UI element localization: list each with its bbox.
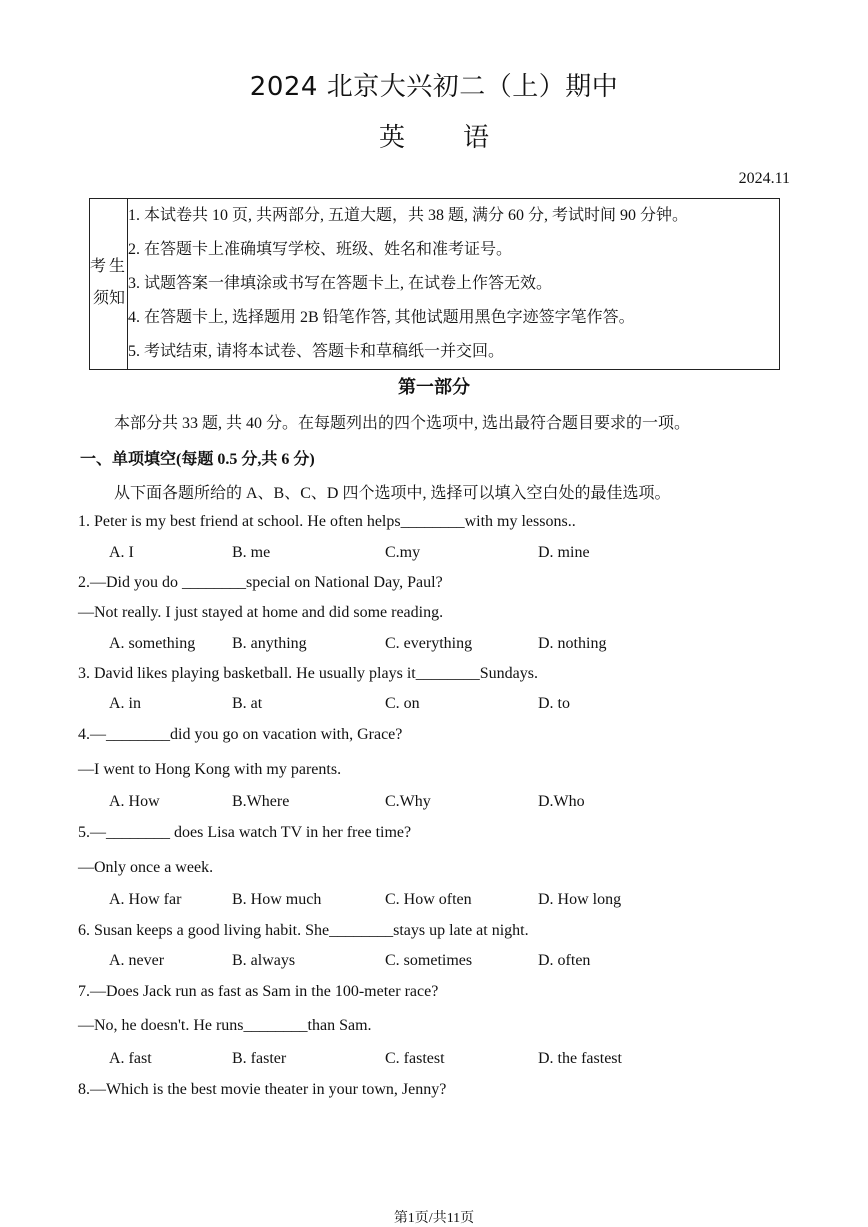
question-line: 3. David likes playing basketball. He usually plays it________Sundays. — [78, 665, 538, 682]
option-a: A. something — [109, 635, 196, 652]
exam-title: 2024 北京大兴初二（上）期中 — [249, 72, 619, 102]
page-footer: 第1页/共11页 — [393, 1211, 475, 1226]
question-line: —Not really. I just stayed at home and did some reading. — [78, 604, 444, 621]
question-line: 2.—Did you do ________special on National Day, Paul? — [78, 574, 443, 591]
option-d: D. often — [538, 952, 591, 969]
notice-item: 5. 考试结束, 请将本试卷、答题卡和草稿纸一并交回。 — [128, 343, 505, 360]
question-line: 4.—________did you go on vacation with, Grace? — [78, 726, 403, 743]
option-b: B. always — [232, 952, 296, 969]
question-line: 1. Peter is my best friend at school. He often helps________with my lessons.. — [78, 513, 576, 530]
question-line: —Only once a week. — [78, 859, 214, 876]
option-d: D.Who — [538, 793, 585, 810]
option-c: C.Why — [385, 793, 431, 810]
exam-notice-box — [89, 198, 780, 370]
question-line: —I went to Hong Kong with my parents. — [78, 761, 342, 778]
section-title: 一、单项填空(每题 0.5 分,共 6 分) — [80, 451, 315, 468]
option-b: B. anything — [232, 635, 307, 652]
option-b: B. How much — [232, 891, 322, 908]
exam-subject: 英语 — [378, 123, 547, 153]
option-a: A. never — [109, 952, 165, 969]
notice-label-line2: 须知 — [92, 288, 125, 307]
option-d: D. the fastest — [538, 1050, 622, 1067]
option-c: C.my — [385, 544, 421, 561]
option-b: B. me — [232, 544, 271, 561]
option-b: B. at — [232, 695, 263, 712]
part-intro: 本部分共 33 题, 共 40 分。在每题列出的四个选项中, 选出最符合题目要求的一项。 — [114, 415, 691, 432]
exam-date: 2024.11 — [738, 170, 790, 187]
option-a: A. How — [109, 793, 160, 810]
option-a: A. I — [109, 544, 134, 561]
question-line: 5.—________ does Lisa watch TV in her free time? — [78, 824, 412, 841]
option-d: D. to — [538, 695, 570, 712]
notice-label-cell — [90, 199, 128, 369]
notice-label-line1: 考生 — [90, 256, 129, 275]
question-line: 8.—Which is the best movie theater in your town, Jenny? — [78, 1081, 447, 1098]
option-c: C. How often — [385, 891, 472, 908]
option-b: B. faster — [232, 1050, 287, 1067]
option-c: C. everything — [385, 635, 473, 652]
option-a: A. How far — [109, 891, 182, 908]
notice-item: 2. 在答题卡上准确填写学校、班级、姓名和准考证号。 — [128, 241, 513, 258]
option-d: D. How long — [538, 891, 622, 908]
option-c: C. on — [385, 695, 420, 712]
question-line: —No, he doesn't. He runs________than Sam. — [78, 1017, 372, 1034]
option-a: A. in — [109, 695, 141, 712]
section-instruction: 从下面各题所给的 A、B、C、D 四个选项中, 选择可以填入空白处的最佳选项。 — [114, 485, 671, 502]
notice-item: 4. 在答题卡上, 选择题用 2B 铅笔作答, 其他试题用黑色字迹签字笔作答。 — [128, 309, 635, 326]
notice-item: 3. 试题答案一律填涂或书写在答题卡上, 在试卷上作答无效。 — [128, 275, 553, 292]
option-d: D. nothing — [538, 635, 607, 652]
question-line: 7.—Does Jack run as fast as Sam in the 100-meter race? — [78, 983, 439, 1000]
option-c: C. fastest — [385, 1050, 445, 1067]
question-line: 6. Susan keeps a good living habit. She________stays up late at night. — [78, 922, 529, 939]
option-b: B.Where — [232, 793, 290, 810]
option-d: D. mine — [538, 544, 590, 561]
option-c: C. sometimes — [385, 952, 473, 969]
part-title: 第一部分 — [398, 377, 470, 398]
notice-item: 1. 本试卷共 10 页, 共两部分, 五道大题，共 38 题, 满分 60 分, 考试时间 90 分钟。 — [128, 207, 689, 224]
option-a: A. fast — [109, 1050, 152, 1067]
